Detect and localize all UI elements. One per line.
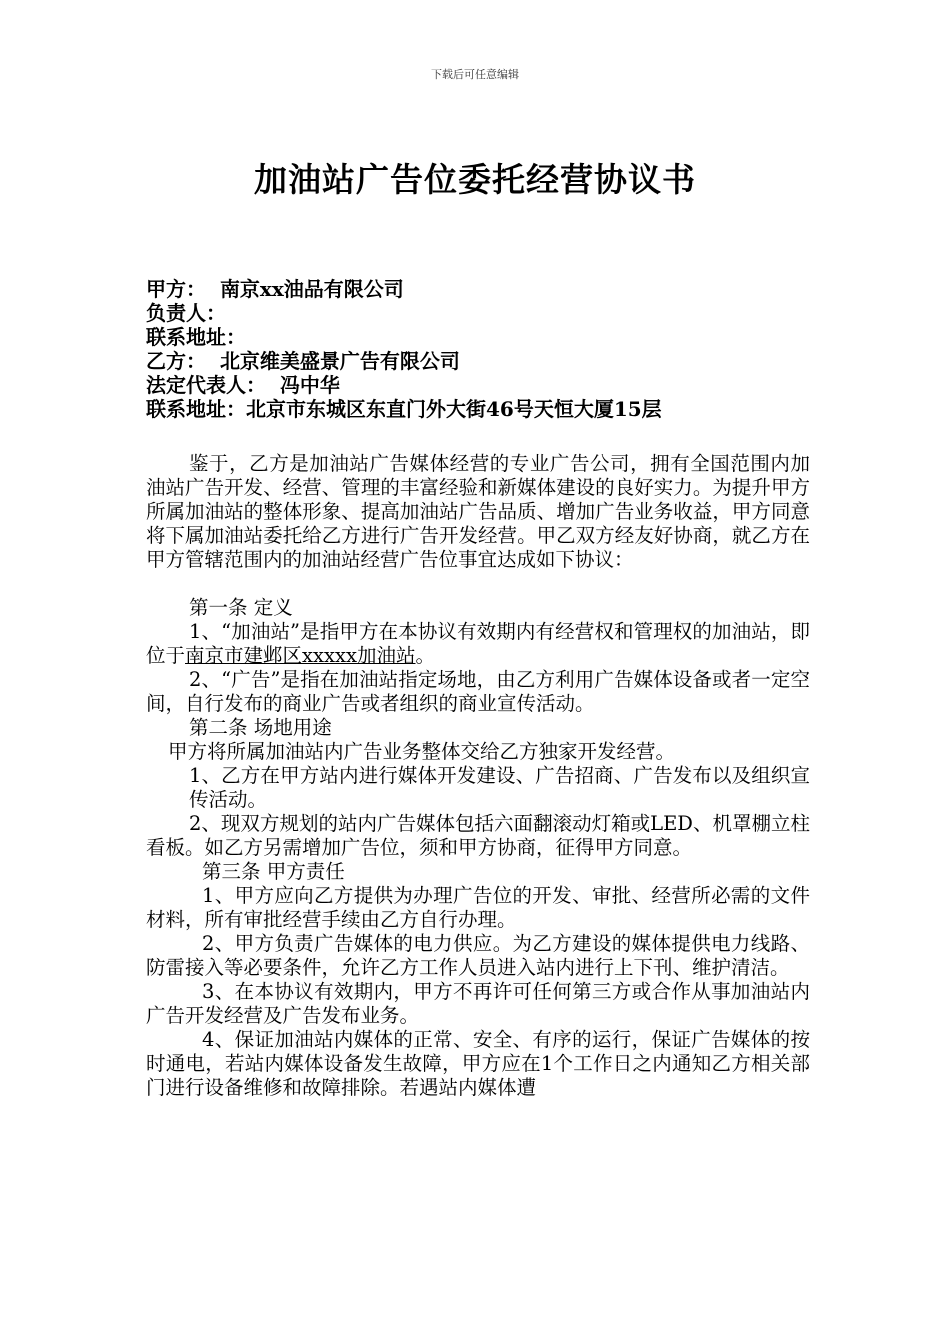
agreement-body (146, 452, 810, 1100)
party-a-label: 甲方： (146, 277, 206, 301)
article3-item4: 4、保证加油站内媒体的正常、安全、有序的运行，保证广告媒体的按时通电，若站内媒体设备发生故障，甲方应在1个工作日之内通知乙方相关部门进行设备维修和故障排除。若遇站内媒体遭 (146, 1028, 810, 1099)
legal-rep-name: 冯中华 (279, 373, 340, 397)
contact-address-b-label: 联系地址： (146, 397, 246, 421)
responsible-label: 负责人： (146, 301, 226, 325)
article1-heading: 第一条 定义 (189, 596, 293, 619)
article2-heading: 第二条 场地用途 (189, 716, 332, 739)
article2-intro: 甲方将所属加油站内广告业务整体交给乙方独家开发经营。 (168, 740, 676, 763)
party-a-row (146, 277, 826, 301)
article1-item1-end: 。 (415, 644, 436, 667)
article1-item1 (146, 620, 810, 668)
article3-heading: 第三条 甲方责任 (202, 860, 345, 883)
article1-item1-text: 1、“加油站”是指甲方在本协议有效期内有经营权和管理权的加油站，即位于 (146, 620, 810, 667)
article3-item3: 3、在本协议有效期内，甲方不再许可任何第三方或合作从事加油站内广告开发经营及广告发布业务。 (146, 980, 810, 1027)
article1-item1-location: 南京市建邺区xxxxx加油站 (185, 644, 416, 667)
article3-item1: 1、甲方应向乙方提供为办理广告位的开发、审批、经营所必需的文件材料，所有审批经营手续由乙方自行办理。 (146, 884, 810, 931)
preamble: 鉴于，乙方是加油站广告媒体经营的专业广告公司，拥有全国范围内加油站广告开发、经营、管理的丰富经验和新媒体建设的良好实力。为提升甲方所属加油站的整体形象、提高加油站广告品质、增加广告业务收益，甲方同意将下属加油站委托给乙方进行广告开发经营。甲乙双方经友好协商，就乙方在甲方管辖范围内的加油站经营广告位事宜达成如下协议： (146, 452, 810, 571)
article2-item2: 2、现双方规划的站内广告媒体包括六面翻滚动灯箱或LED、机罩棚立柱看板。如乙方另需增加广告位，须和甲方协商，征得甲方同意。 (146, 812, 810, 859)
responsible-row (146, 301, 826, 325)
article3-item2: 2、甲方负责广告媒体的电力供应。为乙方建设的媒体提供电力线路、防雷接入等必要条件，允许乙方工作人员进入站内进行上下刊、维护清洁。 (146, 932, 810, 979)
parties-block (146, 277, 826, 421)
party-a-name: 南京xx油品有限公司 (219, 277, 404, 301)
contact-address-a-label: 联系地址： (146, 325, 246, 349)
article2-item1: 1、乙方在甲方站内进行媒体开发建设、广告招商、广告发布以及组织宣传活动。 (189, 764, 810, 811)
party-b-label: 乙方： (146, 349, 206, 373)
spacer (146, 572, 810, 596)
header-note: 下载后可任意编辑 (431, 68, 519, 81)
legal-rep-row (146, 373, 826, 397)
party-b-row (146, 349, 826, 373)
legal-rep-label: 法定代表人： (146, 373, 266, 397)
party-b-name: 北京维美盛景广告有限公司 (219, 349, 460, 373)
contact-address-b-row (146, 397, 826, 421)
contact-address-b: 北京市东城区东直门外大街46号天恒大厦15层 (246, 397, 662, 421)
contact-address-a-row (146, 325, 826, 349)
document-title: 加油站广告位委托经营协议书 (254, 160, 696, 199)
article1-item2: 2、“广告”是指在加油站指定场地，由乙方利用广告媒体设备或者一定空间，自行发布的商业广告或者组织的商业宣传活动。 (146, 668, 810, 715)
